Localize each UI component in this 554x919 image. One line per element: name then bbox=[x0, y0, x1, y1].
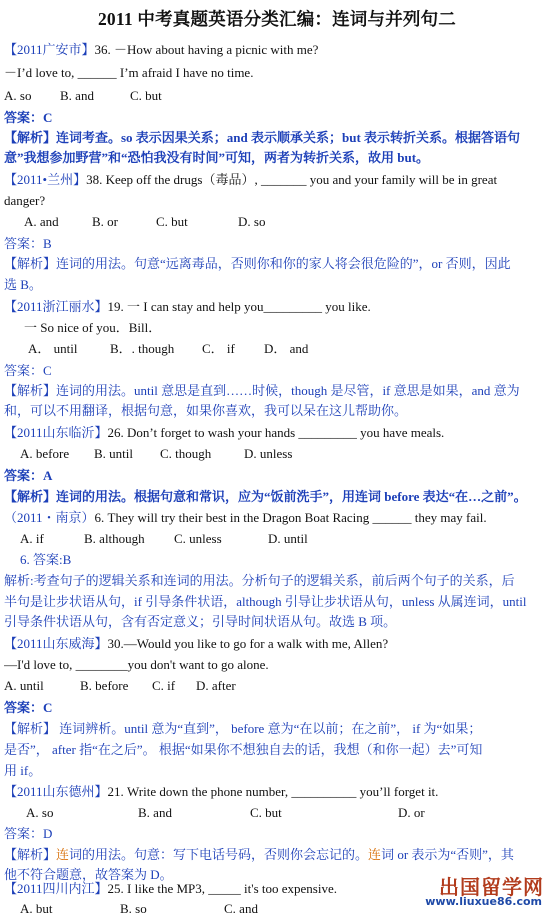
option: C． if bbox=[202, 341, 235, 356]
question-1-stem: 【2011广安市】36. －How about having a picnic with me? bbox=[4, 42, 319, 57]
option: C. though bbox=[160, 446, 212, 461]
question-7-stem: 【2011山东德州】21. Write down the phone number, __________ you’ll forget it. bbox=[4, 784, 439, 799]
question-5-explanation-cont: 半句是让步状语从句，if 引导条件状语，although 引导让步状语从句，unless 从属连词，until bbox=[4, 594, 527, 609]
question-6-explanation: 【解析】 连词辨析。until 意为“直到”， before 意为“在以前；在之前”， if 为“如果； bbox=[4, 721, 482, 736]
question-7-answer: 答案：D bbox=[4, 826, 53, 841]
question-4-stem: 【2011山东临沂】26. Don’t forget to wash your hands _________ you have meals. bbox=[4, 425, 445, 440]
question-7-explanation-cont: 他不符合题意，故答案为 D。 bbox=[4, 867, 173, 882]
question-2-options bbox=[24, 214, 550, 230]
logo-name: 出国留学网 bbox=[439, 875, 544, 899]
option: D. unless bbox=[244, 446, 293, 461]
option: B. although bbox=[84, 531, 145, 546]
question-6-explanation-cont2: 用 if。 bbox=[4, 763, 42, 778]
question-4-answer: 答案：A bbox=[4, 468, 53, 483]
question-3-source: 【2011浙江丽水】 bbox=[4, 299, 108, 314]
question-8-source: 【2011四川内江】 bbox=[4, 881, 108, 896]
question-5-stem: （2011・南京）6. They will try their best in the Dragon Boat Racing ______ they may fail. bbox=[4, 510, 487, 525]
option: D. after bbox=[196, 678, 236, 693]
question-2-stem: 【2011•兰州】38. Keep off the drugs（毒品）, _______ you and your family will be in great bbox=[4, 172, 498, 187]
question-4-options bbox=[20, 446, 550, 462]
site-watermark-logo bbox=[390, 871, 550, 913]
option: C. but bbox=[156, 214, 188, 229]
logo-url: www.liuxue86.com bbox=[425, 895, 542, 908]
option: B. so bbox=[120, 901, 147, 916]
option: A. before bbox=[20, 446, 70, 461]
question-6-source: 【2011山东威海】 bbox=[4, 636, 108, 651]
option: C. and bbox=[224, 901, 258, 916]
option: A. until bbox=[4, 678, 44, 693]
option: B．. though bbox=[110, 341, 175, 356]
question-3-explanation-cont: 和，可以不用翻译，根据句意，如果你喜欢，我可以呆在这儿帮助你。 bbox=[4, 403, 408, 418]
question-6-line2: —I'd love to, ________you don't want to go alone. bbox=[4, 657, 269, 672]
question-1-explanation-cont: 意”我想参加野营”和“恐怕我没有时间”可知，两者为转折关系，故用 but。 bbox=[4, 150, 430, 165]
option: C. but bbox=[250, 805, 282, 820]
question-3-explanation: 【解析】连词的用法。until 意思是直到……时候，though 是尽管，if 意思是如果，and 意为 bbox=[4, 383, 520, 398]
question-7-explanation: 【解析】连词的用法。句意：写下电话号码，否则你会忘记的。连词 or 表示为“否则”，其 bbox=[4, 847, 514, 862]
page-title: 2011 中考真题英语分类汇编：连词与并列句二 bbox=[97, 9, 456, 29]
question-2-explanation: 【解析】连词的用法。句意“远离毒品，否则你和你的家人将会很危险的”，or 否则，因此 bbox=[4, 256, 511, 271]
option: B. before bbox=[80, 678, 129, 693]
question-2-line2: danger? bbox=[4, 193, 46, 208]
question-1-line2: －I’d love to, ______ I’m afraid I have no time. bbox=[4, 65, 254, 80]
option: D. so bbox=[238, 214, 266, 229]
question-3-answer: 答案：C bbox=[4, 363, 52, 378]
question-5-source: （2011・南京） bbox=[4, 510, 95, 525]
question-5-explanation-cont2: 引导条件状语从句，含有否定意义；引导时间状语从句。故选 B 项。 bbox=[4, 614, 397, 629]
option: B. and bbox=[60, 88, 94, 103]
question-1-source: 【2011广安市】 bbox=[4, 42, 95, 57]
option: D. or bbox=[398, 805, 425, 820]
option: A. and bbox=[24, 214, 59, 229]
question-7-source: 【2011山东德州】 bbox=[4, 784, 108, 799]
option: B. or bbox=[92, 214, 118, 229]
question-2-answer: 答案：B bbox=[4, 236, 52, 251]
question-7-options bbox=[26, 805, 550, 821]
question-8-stem: 【2011四川内江】25. I like the MP3, _____ it's too expensive. bbox=[4, 881, 337, 896]
question-6-options bbox=[4, 678, 550, 694]
option: D. until bbox=[268, 531, 308, 546]
question-3-options bbox=[28, 341, 550, 357]
question-3-line2: 一 So nice of you．Bill． bbox=[24, 320, 162, 335]
question-5-options bbox=[20, 531, 550, 547]
question-2-explanation-cont: 选 B。 bbox=[4, 277, 42, 292]
option: A. but bbox=[20, 901, 53, 916]
question-6-stem: 【2011山东威海】30.—Would you like to go for a walk with me, Allen? bbox=[4, 636, 389, 651]
question-1-options bbox=[4, 88, 550, 104]
question-4-source: 【2011山东临沂】 bbox=[4, 425, 108, 440]
question-6-explanation-cont: 是否”， after 指“在之后”。 根据“如果你不想独自去的话，我想（和你一起）去”可知 bbox=[4, 742, 483, 757]
question-3-stem: 【2011浙江丽水】19. 一 I can stay and help you_________ you like. bbox=[4, 299, 371, 314]
question-5-explanation: 解析:考查句子的逻辑关系和连词的用法。分析句子的逻辑关系，前后两个句子的关系，后 bbox=[4, 573, 515, 588]
question-5-answer: 6. 答案:B bbox=[20, 552, 72, 567]
option: D． and bbox=[264, 341, 309, 356]
option: C. unless bbox=[174, 531, 222, 546]
question-6-answer: 答案：C bbox=[4, 700, 53, 715]
option: A． until bbox=[28, 341, 78, 356]
option: A. if bbox=[20, 531, 44, 546]
option: A. so bbox=[4, 88, 32, 103]
option: C. if bbox=[152, 678, 176, 693]
option: B. until bbox=[94, 446, 134, 461]
question-4-explanation: 【解析】连词的用法。根据句意和常识，应为“饭前洗手”，用连词 before 表达“在…之前”。 bbox=[4, 489, 527, 504]
question-1-answer: 答案：C bbox=[4, 110, 53, 125]
option: A. so bbox=[26, 805, 54, 820]
question-1-explanation: 【解析】连词考查。so 表示因果关系；and 表示顺承关系；but 表示转折关系。根据答语句 bbox=[4, 130, 521, 145]
option: C. but bbox=[130, 88, 162, 103]
question-2-source: 【2011•兰州】 bbox=[4, 172, 87, 187]
option: B. and bbox=[138, 805, 172, 820]
